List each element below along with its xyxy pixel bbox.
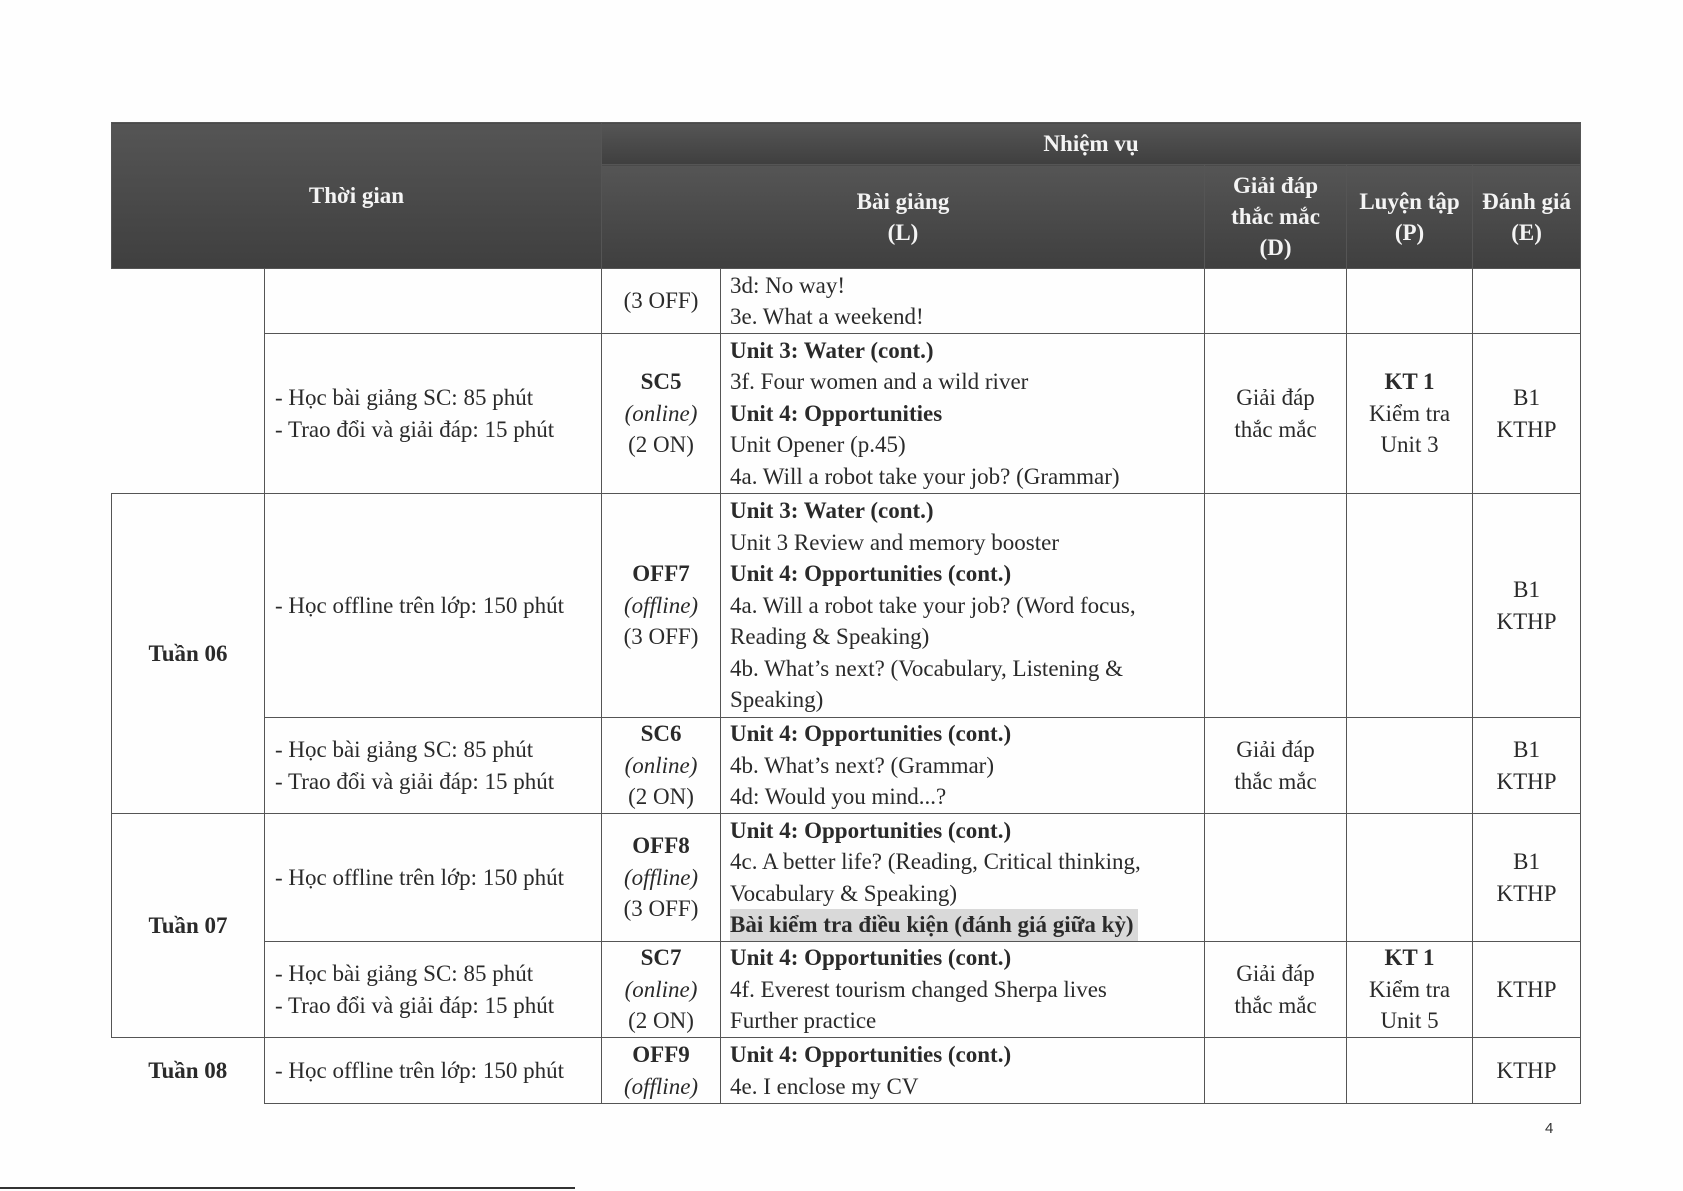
giai-dap-cell — [1205, 269, 1347, 334]
lecture-cell: Unit 4: Opportunities (cont.) 4f. Everest tourism changed Sherpa lives Further practice — [721, 942, 1205, 1038]
header-thoi-gian: Thời gian — [112, 123, 602, 269]
time-cell: - Học offline trên lớp: 150 phút — [265, 494, 602, 718]
time-cell: - Học offline trên lớp: 150 phút — [265, 1038, 602, 1104]
danh-gia-cell: KTHP — [1473, 1038, 1581, 1104]
luyen-tap-cell — [1347, 1038, 1473, 1104]
session-code-cell: OFF7 (offline) (3 OFF) — [602, 494, 721, 718]
header-nhiem-vu: Nhiệm vụ — [602, 123, 1581, 165]
week-cell: Tuần 08 — [112, 1038, 265, 1104]
giai-dap-cell: Giải đáp thắc mắc — [1205, 334, 1347, 494]
lecture-cell: 3d: No way! 3e. What a weekend! — [721, 269, 1205, 334]
week-cell: Tuần 06 — [112, 494, 265, 814]
time-cell: - Học bài giảng SC: 85 phút - Trao đổi và giải đáp: 15 phút — [265, 718, 602, 814]
lecture-cell: Unit 3: Water (cont.) 3f. Four women and a wild river Unit 4: Opportunities Unit Opener (p.45) 4a. Will a robot take your job? (Grammar) — [721, 334, 1205, 494]
danh-gia-cell: B1 KTHP — [1473, 814, 1581, 942]
table-row — [112, 494, 1581, 718]
week-cell-blank — [112, 269, 265, 334]
table-row — [112, 269, 1581, 334]
luyen-tap-cell — [1347, 269, 1473, 334]
luyen-tap-cell — [1347, 718, 1473, 814]
session-code-cell: OFF8 (offline) (3 OFF) — [602, 814, 721, 942]
danh-gia-cell: B1 KTHP — [1473, 334, 1581, 494]
time-cell: - Học offline trên lớp: 150 phút — [265, 814, 602, 942]
session-code-cell: SC5 (online) (2 ON) — [602, 334, 721, 494]
luyen-tap-cell — [1347, 814, 1473, 942]
table-row — [112, 718, 1581, 814]
header-bai-giang: Bài giảng (L) — [602, 165, 1205, 269]
table-row — [112, 814, 1581, 942]
session-code-cell: SC7 (online) (2 ON) — [602, 942, 721, 1038]
luyen-tap-cell: KT 1 Kiểm tra Unit 3 — [1347, 334, 1473, 494]
giai-dap-cell: Giải đáp thắc mắc — [1205, 942, 1347, 1038]
session-code-cell: OFF9 (offline) — [602, 1038, 721, 1104]
footer-rule — [0, 1187, 575, 1189]
table-row — [112, 1038, 1581, 1104]
danh-gia-cell: B1 KTHP — [1473, 718, 1581, 814]
header-giai-dap: Giải đáp thắc mắc (D) — [1205, 165, 1347, 269]
table-row — [112, 942, 1581, 1038]
danh-gia-cell: KTHP — [1473, 942, 1581, 1038]
time-cell — [265, 269, 602, 334]
session-code-cell: SC6 (online) (2 ON) — [602, 718, 721, 814]
luyen-tap-cell — [1347, 494, 1473, 718]
danh-gia-cell: B1 KTHP — [1473, 494, 1581, 718]
week-cell: Tuần 07 — [112, 814, 265, 1038]
giai-dap-cell: Giải đáp thắc mắc — [1205, 718, 1347, 814]
table-row — [112, 334, 1581, 494]
session-code-cell: (3 OFF) — [602, 269, 721, 334]
header-luyen-tap: Luyện tập (P) — [1347, 165, 1473, 269]
header-danh-gia: Đánh giá (E) — [1473, 165, 1581, 269]
giai-dap-cell — [1205, 814, 1347, 942]
week-cell-blank — [112, 334, 265, 494]
highlighted-exam-note: Bài kiểm tra điều kiện (đánh giá giữa kỳ) — [730, 909, 1138, 941]
schedule-table — [111, 122, 1581, 1104]
time-cell: - Học bài giảng SC: 85 phút - Trao đổi và giải đáp: 15 phút — [265, 942, 602, 1038]
lecture-cell: Unit 4: Opportunities (cont.) 4b. What’s next? (Grammar) 4d: Would you mind...? — [721, 718, 1205, 814]
luyen-tap-cell: KT 1 Kiểm tra Unit 5 — [1347, 942, 1473, 1038]
giai-dap-cell — [1205, 1038, 1347, 1104]
giai-dap-cell — [1205, 494, 1347, 718]
time-cell: - Học bài giảng SC: 85 phút - Trao đổi và giải đáp: 15 phút — [265, 334, 602, 494]
danh-gia-cell — [1473, 269, 1581, 334]
lecture-cell: Unit 4: Opportunities (cont.) 4c. A better life? (Reading, Critical thinking, Vocabulary & Speaking) Bài kiểm tra điều kiện (đánh giá giữa kỳ) — [721, 814, 1205, 942]
lecture-cell: Unit 3: Water (cont.) Unit 3 Review and memory booster Unit 4: Opportunities (cont.) 4a. Will a robot take your job? (Word focus, Reading & Speaking) 4b. What’s next? (Vocabulary, Listening & Speaking) — [721, 494, 1205, 718]
page-number: 4 — [1545, 1120, 1554, 1137]
lecture-cell: Unit 4: Opportunities (cont.) 4e. I enclose my CV — [721, 1038, 1205, 1104]
